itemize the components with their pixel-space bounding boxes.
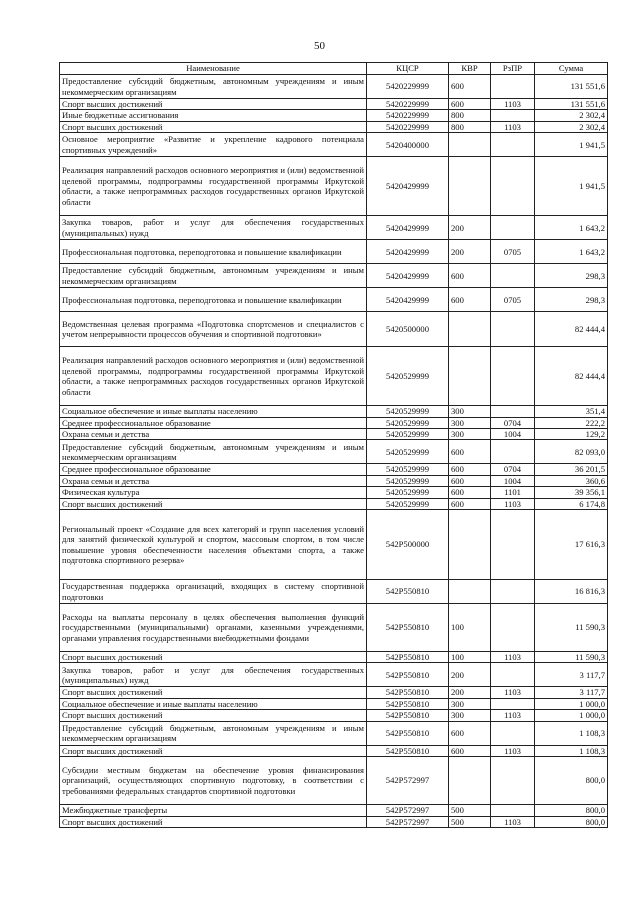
- row-kcsr: 5420429999: [367, 157, 449, 216]
- row-sum: 1 941,5: [535, 133, 608, 157]
- row-sum: 36 201,5: [535, 464, 608, 475]
- row-name: Реализация направлений расходов основного мероприятия и (или) ведомственной целевой программы, подпрограммы государственной программы Иркутской области, а также непрограммных расходов государственных органов Иркутской области: [60, 347, 367, 406]
- row-kvr: 600: [449, 721, 491, 745]
- row-sum: 6 174,8: [535, 498, 608, 509]
- row-rzpr: [491, 510, 535, 580]
- row-rzpr: 1103: [491, 121, 535, 132]
- row-kcsr: 542P500000: [367, 510, 449, 580]
- page-number: 50: [314, 40, 325, 52]
- row-kvr: [449, 133, 491, 157]
- table-row: [60, 347, 608, 406]
- row-name: Спорт высших достижений: [60, 498, 367, 509]
- row-sum: 3 117,7: [535, 687, 608, 698]
- row-kvr: 300: [449, 710, 491, 721]
- row-name: Среднее профессиональное образование: [60, 464, 367, 475]
- row-name: Расходы на выплаты персоналу в целях обеспечения выполнения функций государственными (муниципальными) органами, казенными учреждениями, органами управления государственными внебюджетными фондами: [60, 604, 367, 652]
- row-kvr: 800: [449, 110, 491, 121]
- row-sum: 1 000,0: [535, 710, 608, 721]
- table-row: [60, 745, 608, 756]
- row-sum: 82 444,4: [535, 347, 608, 406]
- table-row: [60, 440, 608, 464]
- header-sum: Сумма: [535, 63, 608, 75]
- table-row: [60, 721, 608, 745]
- row-name: Спорт высших достижений: [60, 121, 367, 132]
- row-rzpr: [491, 757, 535, 805]
- row-rzpr: [491, 663, 535, 687]
- row-kcsr: 542P550810: [367, 710, 449, 721]
- row-name: Реализация направлений расходов основного мероприятия и (или) ведомственной целевой программы, подпрограммы государственной программы Иркутской области, а также непрограммных расходов государственных органов Иркутской области: [60, 157, 367, 216]
- table-row: [60, 487, 608, 498]
- row-kcsr: 5420400000: [367, 133, 449, 157]
- table-row: [60, 216, 608, 240]
- row-rzpr: 1103: [491, 745, 535, 756]
- row-kcsr: 5420229999: [367, 110, 449, 121]
- header-kcsr: КЦСР: [367, 63, 449, 75]
- row-rzpr: [491, 110, 535, 121]
- row-name: Социальное обеспечение и иные выплаты населению: [60, 406, 367, 417]
- table-row: [60, 99, 608, 110]
- row-name: Предоставление субсидий бюджетным, автономным учреждениям и иным некоммерческим организациям: [60, 721, 367, 745]
- row-rzpr: 1103: [491, 652, 535, 663]
- row-kvr: 600: [449, 75, 491, 99]
- table-row: [60, 757, 608, 805]
- table-row: [60, 652, 608, 663]
- row-name: Спорт высших достижений: [60, 710, 367, 721]
- row-name: Предоставление субсидий бюджетным, автономным учреждениям и иным некоммерческим организациям: [60, 75, 367, 99]
- row-rzpr: [491, 580, 535, 604]
- row-sum: 131 551,6: [535, 99, 608, 110]
- row-kcsr: 5420429999: [367, 264, 449, 288]
- row-kcsr: 5420529999: [367, 406, 449, 417]
- row-kvr: 600: [449, 498, 491, 509]
- row-name: Межбюджетные трансферты: [60, 805, 367, 816]
- row-sum: 11 590,3: [535, 652, 608, 663]
- row-sum: 16 816,3: [535, 580, 608, 604]
- table-row: [60, 133, 608, 157]
- row-name: Физическая культура: [60, 487, 367, 498]
- row-name: Закупка товаров, работ и услуг для обеспечения государственных (муниципальных) нужд: [60, 216, 367, 240]
- table-row: [60, 604, 608, 652]
- row-sum: 360,6: [535, 475, 608, 486]
- row-rzpr: 1103: [491, 710, 535, 721]
- row-rzpr: [491, 604, 535, 652]
- table-body: [60, 75, 608, 828]
- row-kcsr: 5420529999: [367, 417, 449, 428]
- row-sum: 11 590,3: [535, 604, 608, 652]
- row-name: Спорт высших достижений: [60, 99, 367, 110]
- row-sum: 800,0: [535, 757, 608, 805]
- row-rzpr: 1103: [491, 498, 535, 509]
- row-kcsr: 5420429999: [367, 216, 449, 240]
- row-name: Спорт высших достижений: [60, 816, 367, 827]
- table-row: [60, 264, 608, 288]
- table-row: [60, 663, 608, 687]
- row-kvr: 500: [449, 805, 491, 816]
- row-kvr: 600: [449, 464, 491, 475]
- budget-table: [59, 62, 608, 828]
- row-name: Закупка товаров, работ и услуг для обеспечения государственных (муниципальных) нужд: [60, 663, 367, 687]
- row-rzpr: [491, 312, 535, 347]
- row-kcsr: 5420529999: [367, 498, 449, 509]
- row-kcsr: 542P572997: [367, 816, 449, 827]
- row-name: Спорт высших достижений: [60, 652, 367, 663]
- row-kcsr: 542P550810: [367, 663, 449, 687]
- row-sum: 1 941,5: [535, 157, 608, 216]
- row-sum: 222,2: [535, 417, 608, 428]
- row-sum: 3 117,7: [535, 663, 608, 687]
- row-name: Среднее профессиональное образование: [60, 417, 367, 428]
- table-row: [60, 406, 608, 417]
- row-sum: 1 000,0: [535, 698, 608, 709]
- row-kcsr: 5420529999: [367, 440, 449, 464]
- row-sum: 17 616,3: [535, 510, 608, 580]
- row-kvr: 600: [449, 745, 491, 756]
- row-kcsr: 542P550810: [367, 721, 449, 745]
- row-rzpr: [491, 347, 535, 406]
- row-kcsr: 5420500000: [367, 312, 449, 347]
- row-kcsr: 5420429999: [367, 288, 449, 312]
- table-row: [60, 498, 608, 509]
- row-kvr: 600: [449, 487, 491, 498]
- row-name: Основное мероприятие «Развитие и укрепление кадрового потенциала спортивных учреждений»: [60, 133, 367, 157]
- row-name: Государственная поддержка организаций, входящих в систему спортивной подготовки: [60, 580, 367, 604]
- row-rzpr: 1103: [491, 687, 535, 698]
- row-rzpr: [491, 698, 535, 709]
- row-name: Профессиональная подготовка, переподготовка и повышение квалификации: [60, 288, 367, 312]
- row-kvr: 200: [449, 240, 491, 264]
- row-kcsr: 542P550810: [367, 580, 449, 604]
- row-kvr: 100: [449, 652, 491, 663]
- row-rzpr: 0705: [491, 288, 535, 312]
- row-kcsr: 542P550810: [367, 687, 449, 698]
- row-kvr: [449, 347, 491, 406]
- row-kvr: 800: [449, 121, 491, 132]
- row-kvr: 300: [449, 417, 491, 428]
- row-kvr: [449, 510, 491, 580]
- row-sum: 298,3: [535, 264, 608, 288]
- row-kvr: 300: [449, 429, 491, 440]
- row-kcsr: 5420229999: [367, 121, 449, 132]
- row-kcsr: 542P550810: [367, 604, 449, 652]
- table-row: [60, 288, 608, 312]
- row-kvr: 300: [449, 406, 491, 417]
- row-rzpr: 1101: [491, 487, 535, 498]
- row-rzpr: [491, 133, 535, 157]
- table-row: [60, 698, 608, 709]
- row-kvr: 600: [449, 288, 491, 312]
- row-sum: 2 302,4: [535, 110, 608, 121]
- row-sum: 1 108,3: [535, 721, 608, 745]
- header-name: Наименование: [60, 63, 367, 75]
- row-rzpr: 1004: [491, 475, 535, 486]
- row-sum: 800,0: [535, 805, 608, 816]
- row-sum: 1 108,3: [535, 745, 608, 756]
- table-row: [60, 240, 608, 264]
- row-rzpr: 1103: [491, 99, 535, 110]
- row-kvr: [449, 757, 491, 805]
- table-row: [60, 816, 608, 827]
- row-sum: 82 093,0: [535, 440, 608, 464]
- row-name: Спорт высших достижений: [60, 687, 367, 698]
- row-rzpr: [491, 75, 535, 99]
- table-row: [60, 157, 608, 216]
- row-kvr: 200: [449, 663, 491, 687]
- row-sum: 1 643,2: [535, 240, 608, 264]
- row-sum: 800,0: [535, 816, 608, 827]
- row-name: Предоставление субсидий бюджетным, автономным учреждениям и иным некоммерческим организациям: [60, 440, 367, 464]
- row-kcsr: 542P572997: [367, 805, 449, 816]
- row-sum: 1 643,2: [535, 216, 608, 240]
- row-rzpr: [491, 216, 535, 240]
- row-rzpr: [491, 264, 535, 288]
- row-name: Социальное обеспечение и иные выплаты населению: [60, 698, 367, 709]
- table-row: [60, 710, 608, 721]
- table-row: [60, 464, 608, 475]
- row-kcsr: 5420229999: [367, 75, 449, 99]
- table-row: [60, 475, 608, 486]
- row-kvr: 600: [449, 99, 491, 110]
- row-sum: 298,3: [535, 288, 608, 312]
- header-kvr: КВР: [449, 63, 491, 75]
- row-name: Ведомственная целевая программа «Подготовка спортсменов и специалистов с учетом непрерывности процессов обучения и спортивной подготовки»: [60, 312, 367, 347]
- row-kcsr: 5420229999: [367, 99, 449, 110]
- table-row: [60, 121, 608, 132]
- row-name: Иные бюджетные ассигнования: [60, 110, 367, 121]
- row-name: Охрана семьи и детства: [60, 475, 367, 486]
- row-kvr: 600: [449, 440, 491, 464]
- row-kcsr: 542P550810: [367, 698, 449, 709]
- row-rzpr: [491, 157, 535, 216]
- row-kvr: 200: [449, 687, 491, 698]
- table-row: [60, 75, 608, 99]
- table-row: [60, 429, 608, 440]
- row-kvr: [449, 312, 491, 347]
- header-rzpr: РзПР: [491, 63, 535, 75]
- row-kcsr: 5420429999: [367, 240, 449, 264]
- row-sum: 351,4: [535, 406, 608, 417]
- row-rzpr: 1004: [491, 429, 535, 440]
- row-kvr: 100: [449, 604, 491, 652]
- row-rzpr: 0705: [491, 240, 535, 264]
- table-row: [60, 110, 608, 121]
- row-kvr: [449, 157, 491, 216]
- row-name: Субсидии местным бюджетам на обеспечение уровня финансирования организаций, осуществляющих спортивную подготовку, в соответствии с требованиями федеральных стандартов спортивной подготовки: [60, 757, 367, 805]
- row-sum: 82 444,4: [535, 312, 608, 347]
- row-sum: 2 302,4: [535, 121, 608, 132]
- header-row: [60, 63, 608, 75]
- row-kcsr: 542P550810: [367, 652, 449, 663]
- row-name: Профессиональная подготовка, переподготовка и повышение квалификации: [60, 240, 367, 264]
- row-name: Региональный проект «Создание для всех категорий и групп населения условий для занятий физической культурой и спортом, массовым спортом, в том числе повышение уровня обеспеченности населения объектами спорта, а также подготовка спортивного резерва»: [60, 510, 367, 580]
- row-rzpr: [491, 440, 535, 464]
- row-kcsr: 5420529999: [367, 475, 449, 486]
- row-rzpr: [491, 805, 535, 816]
- row-name: Предоставление субсидий бюджетным, автономным учреждениям и иным некоммерческим организациям: [60, 264, 367, 288]
- row-kcsr: 542P572997: [367, 757, 449, 805]
- row-kcsr: 5420529999: [367, 429, 449, 440]
- row-kvr: 500: [449, 816, 491, 827]
- row-kcsr: 5420529999: [367, 487, 449, 498]
- table-row: [60, 805, 608, 816]
- row-rzpr: 0704: [491, 464, 535, 475]
- row-kvr: 300: [449, 698, 491, 709]
- row-name: Охрана семьи и детства: [60, 429, 367, 440]
- row-sum: 131 551,6: [535, 75, 608, 99]
- row-kvr: [449, 580, 491, 604]
- table-row: [60, 417, 608, 428]
- table-row: [60, 687, 608, 698]
- row-sum: 129,2: [535, 429, 608, 440]
- row-name: Спорт высших достижений: [60, 745, 367, 756]
- table-row: [60, 312, 608, 347]
- row-kvr: 600: [449, 475, 491, 486]
- table-row: [60, 580, 608, 604]
- row-kcsr: 5420529999: [367, 464, 449, 475]
- row-sum: 39 356,1: [535, 487, 608, 498]
- row-rzpr: [491, 721, 535, 745]
- row-rzpr: 1103: [491, 816, 535, 827]
- row-kvr: 200: [449, 216, 491, 240]
- row-kcsr: 5420529999: [367, 347, 449, 406]
- row-kcsr: 542P550810: [367, 745, 449, 756]
- row-rzpr: 0704: [491, 417, 535, 428]
- table-row: [60, 510, 608, 580]
- row-rzpr: [491, 406, 535, 417]
- row-kvr: 600: [449, 264, 491, 288]
